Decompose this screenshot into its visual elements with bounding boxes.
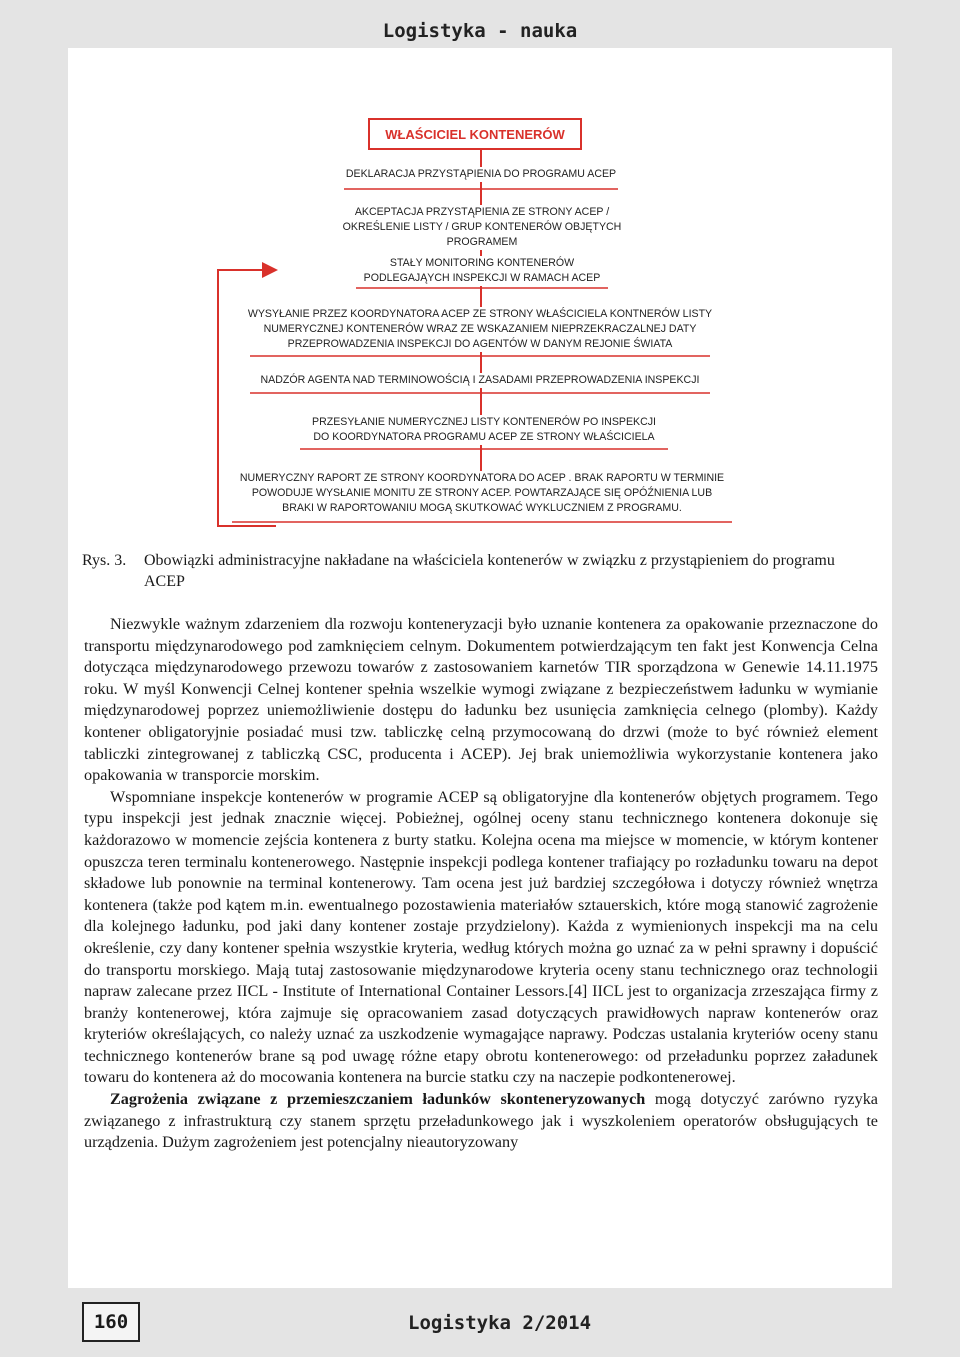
flow-step-6: [300, 415, 668, 445]
figure-caption-text: Obowiązki administracyjne nakładane na właściciela kontenerów w związku z przystąpieniem do programu ACEP: [144, 552, 835, 590]
flow-step-2-line-2: OKREŚLENIE LISTY / GRUP KONTENERÓW OBJĘTYCH PROGRAMEM: [342, 221, 622, 248]
flow-step-1: [344, 167, 618, 182]
flow-step-4-line-3: PRZEPROWADZENIA INSPEKCJI DO AGENTÓW W DANYM REJONIE ŚWIATA: [287, 338, 673, 350]
flow-step-7-line-1: NUMERYCZNY RAPORT ZE STRONY KOORDYNATORA DO ACEP . BRAK RAPORTU W TERMINIE: [239, 472, 725, 484]
owner-box: WŁAŚCICIEL KONTENERÓW: [368, 118, 582, 150]
flow-step-6-line-2: DO KOORDYNATORA PROGRAMU ACEP ZE STRONY WŁAŚCICIELA: [313, 431, 655, 443]
paragraph-1: Niezwykle ważnym zdarzeniem dla rozwoju konteneryzacji było uznanie kontenera za opakowanie przeznaczone do transportu międzynarodowego pod zamknięciem celnym. Dokumentem potwierdzającym ten fakt jest Konwencja Celna dotycząca międzynarodowego przewozu towarów z zastosowaniem karnetów TIR sporządzona w Genewie 14.11.1975 roku. W myśl Konwencji Celnej kontener spełnia wszelkie wymogi związane z bezpieczeństwem ładunku w wymianie międzynarodowej poprzez uniemożliwienie dostępu do ładunku bez usunięcia zamknięcia celnego (plomby). Każdy kontener obligatoryjnie posiadać musi tzw. tabliczkę celną przymocowaną do drzwi (może to być również element tabliczki zintegrowanej z tabliczką CSC, producenta i ACEP). Jej brak uniemożliwia wykorzystanie kontenera jako opakowania w transporcie morskim.: [84, 615, 878, 785]
paragraph-2: Wspomniane inspekcje kontenerów w programie ACEP są obligatoryjne dla kontenerów objętych programem. Tego typu inspekcji jest jednak znacznie więcej. Pobieżnej, ogólnej oceny stanu technicznego kontenera dokonuje się każdorazowo w momencie zejścia kontenera z burty statku. Kolejna ocena ma miejsce w momencie, w którym kontener opuszcza teren terminalu kontenerowego. Następnie inspekcji podlega kontener trafiający po rozładunku towaru na depot składowe lub ponownie na terminal kontenerowy. Tam ocena jest już bardziej szczegółowa i dotyczy również wnętrza kontenera (także pod kątem m.in. ewentualnego pozostawienia materiałów sztauerskich, które mogą stanowić zagrożenie dla kolejnego ładunku, pod jaki dany kontener zostaje przydzielony). Każda z wymienionych inspekcji ma na celu określenie, czy dany kontener spełnia wszystkie kryteria, według których można go uznać za w pełni sprawny i dopuścić do transportu morskiego. Mają tutaj zastosowanie międzynarodowe kryteria oceny stanu technicznego oraz technologii napraw zalecane przez IICL - Institute of International Container Lessors.[4] IICL jest to organizacja zrzeszająca firmy z branży kontenerowej, która zajmuje się opracowaniem zasad dotyczących prawidłowych napraw kontenerów oraz kryteriów określających, co należy uznać za uszkodzenie wymagające naprawy. Podczas ustalania kryteriów oceny stanu technicznego kontenerów brane są pod uwagę różne etapy obrotu kontenerowego: od przeładunku poprzez załadunek towaru do kontenera aż do mocowania kontenera na burcie statku czy na naczepie podkontenerowej.: [84, 787, 878, 1087]
paragraph-3: [84, 1089, 878, 1154]
flow-step-6-line-1: PRZESYŁANIE NUMERYCZNEJ LISTY KONTENERÓW PO INSPEKCJI: [312, 416, 656, 428]
paragraph-3-heading: Zagrożenia związane z przemieszczaniem ładunków skonteneryzowanych: [110, 1090, 646, 1109]
flow-step-3: [356, 256, 608, 286]
article-body: [84, 614, 878, 1154]
figure-label: Rys. 3.: [82, 552, 127, 569]
paragraph-3-text: mogą dotyczyć zarówno ryzyka związanego z infrastrukturą czy stanem sprzętu przeładunkowego jak i wyszkoleniem operatorów obsługujących te urządzenia. Dużym zagrożeniem jest potencjalny nieautoryzowany: [84, 1090, 878, 1152]
flow-step-5: [250, 373, 710, 388]
flow-step-1-line-1: DEKLARACJA PRZYSTĄPIENIA DO PROGRAMU ACEP: [345, 168, 617, 180]
flow-step-4-line-2: NUMERYCZNEJ KONTENERÓW WRAZ ZE WSKAZANIEM NIEPRZEKRACZALNEJ DATY: [263, 323, 697, 335]
flow-step-2: [308, 205, 656, 250]
page-number: 160: [82, 1302, 140, 1342]
flow-step-3-line-1: STAŁY MONITORING KONTENERÓW: [389, 257, 575, 269]
flow-step-7-line-3: BRAKI W RAPORTOWANIU MOGĄ SKUTKOWAĆ WYKLUCZNIEM Z PROGRAMU.: [282, 502, 682, 514]
flow-step-7-line-2: POWODUJE WYSŁANIE MONITU ZE STRONY ACEP. POWTARZAJĄCE SIĘ OPÓŹNIENIA LUB: [251, 487, 713, 499]
figure-caption: [82, 550, 842, 590]
flow-step-2-line-1: AKCEPTACJA PRZYSTĄPIENIA ZE STRONY ACEP /: [354, 206, 610, 218]
flow-step-3-line-2: PODLEGAJĄYCH INSPEKCJI W RAMACH ACEP: [363, 272, 601, 284]
flow-step-4: [238, 307, 722, 352]
journal-issue: Logistyka 2/2014: [408, 1312, 592, 1334]
acep-flowchart: [68, 48, 892, 548]
flow-step-4-line-1: WYSYŁANIE PRZEZ KOORDYNATORA ACEP ZE STRONY WŁAŚCICIELA KONTNERÓW LISTY: [247, 308, 713, 320]
flow-step-5-line-1: NADZÓR AGENTA NAD TERMINOWOŚCIĄ I ZASADAMI PRZEPROWADZENIA INSPEKCJI: [260, 374, 700, 386]
running-header: Logistyka - nauka: [382, 20, 578, 42]
flow-step-7: [232, 471, 732, 516]
